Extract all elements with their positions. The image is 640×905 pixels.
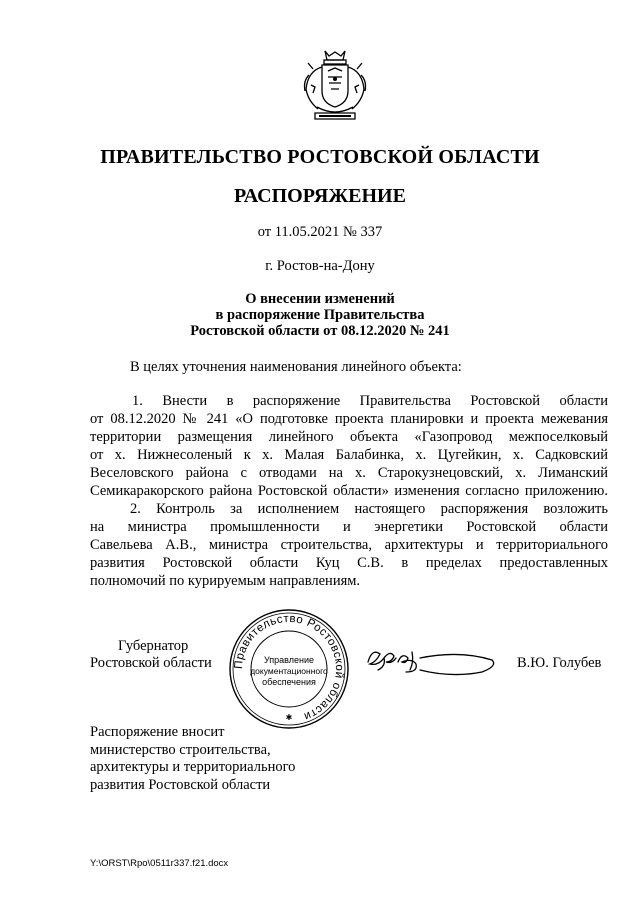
emblem-icon — [295, 45, 375, 125]
paragraph-line: Веселовского района с отводами на х. Старокузнецовский, х. Лиманский — [90, 465, 608, 481]
paragraph-line: Савельева А.В., министра строительства, архитектуры и территориального — [90, 537, 608, 553]
date-number: от 11.05.2021 № 337 — [257, 224, 383, 240]
svg-text:документационного: документационного — [250, 666, 328, 676]
paragraph-line: на министра промышленности и энергетики Ростовской области — [90, 519, 608, 535]
stamp-seal-icon — [228, 608, 350, 730]
city-line: г. Ростов-на-Дону — [265, 258, 375, 274]
signer-name: В.Ю. Голубев — [517, 655, 602, 671]
subject-line: Ростовской области от 08.12.2020 № 241 — [190, 323, 450, 339]
subject-line: в распоряжение Правительства — [215, 307, 425, 323]
signer-position-line1: Губернатор — [118, 638, 189, 654]
svg-text:Правительство Ростовской облас: Правительство Ростовской области — [232, 612, 346, 723]
submitted-by-line: министерство строительства, — [90, 741, 271, 758]
submitted-by-block — [90, 724, 295, 794]
paragraph-line: 1. Внести в распоряжение Правительства Ростовской области — [132, 393, 608, 409]
submitted-by-line: архитектуры и территориального — [90, 759, 296, 775]
signature-icon — [362, 640, 497, 680]
signer-position-line2: Ростовской области — [90, 655, 212, 671]
paragraph-line: от х. Нижнесоленый к х. Малая Балабинка, х. Цугейкин, х. Садковский — [90, 447, 608, 463]
subject-line: О внесении изменений — [245, 291, 395, 307]
svg-text:✱: ✱ — [285, 713, 293, 722]
paragraph-line: полномочий по курируемым направлениям. — [90, 573, 361, 589]
submitted-by-line: развития Ростовской области — [90, 776, 271, 793]
handwritten-signature — [362, 640, 497, 680]
paragraph-line: развития Ростовской области Куц С.В. в пределах предоставленных — [90, 555, 608, 571]
svg-text:обеспечения: обеспечения — [262, 677, 316, 687]
document-type: РАСПОРЯЖЕНИЕ — [234, 185, 406, 207]
subject-heading — [0, 291, 640, 339]
submitted-by-line: Распоряжение вносит — [90, 724, 225, 740]
government-title: ПРАВИТЕЛЬСТВО РОСТОВСКОЙ ОБЛАСТИ — [100, 146, 540, 168]
paragraph-line: территории размещения линейного объекта «Газопровод межпоселковый — [90, 429, 608, 445]
paragraph-line: Семикаракорского района Ростовской области» изменения согласно приложению. — [90, 483, 608, 499]
official-stamp — [228, 608, 350, 730]
coat-of-arms-emblem — [295, 45, 375, 125]
paragraph-line: 2. Контроль за исполнением настоящего распоряжения возложить — [130, 501, 608, 517]
file-path-footer: Y:\ORST\Rpo\0511r337.f21.docx — [90, 858, 229, 869]
svg-text:Управление: Управление — [263, 655, 315, 665]
preamble: В целях уточнения наименования линейного объекта: — [130, 359, 462, 375]
paragraph-line: от 08.12.2020 № 241 «О подготовке проекта планировки и проекта межевания — [90, 411, 608, 427]
